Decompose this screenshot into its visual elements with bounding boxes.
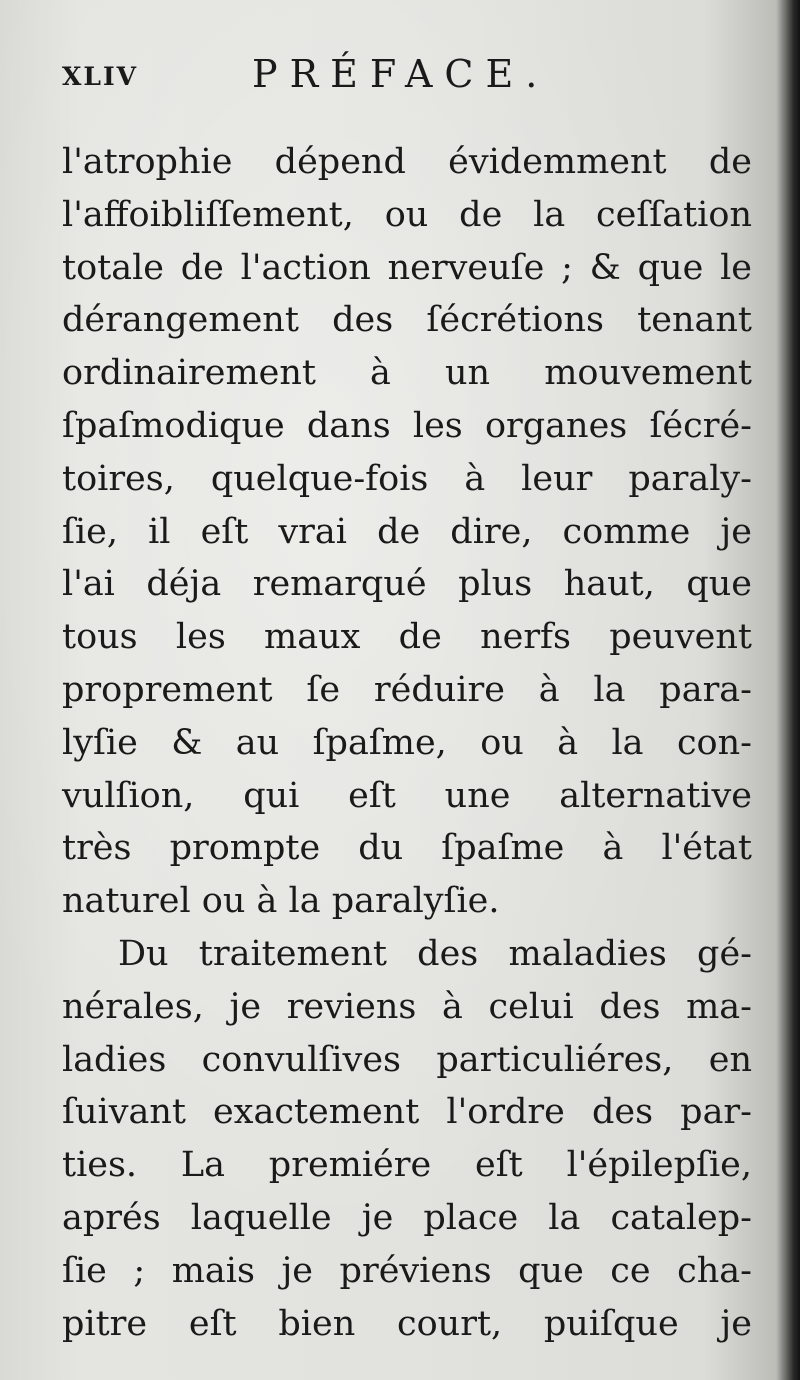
text-line: aprés laquelle je place la catalep- [62, 1197, 752, 1238]
text-line: dérangement des ſécrétions tenant [62, 300, 752, 341]
text-line: l'affoibliſſement, ou de la ceſſation [62, 194, 752, 235]
body-text [62, 136, 752, 1350]
text-line: tous les maux de nerfs peuvent [62, 617, 752, 658]
text-line: proprement ſe réduire à la para- [62, 669, 752, 710]
text-line: très prompte du ſpaſme à l'état [62, 828, 752, 869]
text-line: nérales, je reviens à celui des ma- [62, 986, 752, 1027]
text-line: ſuivant exactement l'ordre des par- [62, 1092, 752, 1133]
text-line: ordinairement à un mouvement [62, 353, 752, 394]
running-title: PRÉFACE. [252, 52, 550, 96]
text-line: ſie ; mais je préviens que ce cha- [62, 1250, 752, 1291]
paragraph-first-line: Du traitement des maladies gé- [118, 933, 752, 974]
text-line: ties. La premiére eſt l'épilepſie, [62, 1145, 752, 1186]
page-number: XLIV [62, 62, 139, 91]
paragraph-last-line: naturel ou à la paralyſie. [62, 881, 500, 922]
text-line: toires, quelque-fois à leur paraly- [62, 458, 752, 499]
text-line: ſpaſmodique dans les organes ſécré- [62, 405, 752, 446]
text-line: lyſie & au ſpaſme, ou à la con- [62, 722, 752, 763]
text-line: l'atrophie dépend évidemment de [62, 142, 752, 182]
page-header [62, 52, 662, 102]
text-line: ladies convulſives particuliéres, en [62, 1039, 752, 1080]
text-line: vulſion, qui eſt une alternative [62, 775, 752, 816]
text-line: pitre eſt bien court, puiſque je [62, 1303, 752, 1344]
text-line: totale de l'action nerveuſe ; & que le [62, 247, 752, 288]
text-line: ſie, il eſt vrai de dire, comme je [62, 511, 752, 552]
text-line: l'ai déja remarqué plus haut, que [62, 564, 752, 605]
